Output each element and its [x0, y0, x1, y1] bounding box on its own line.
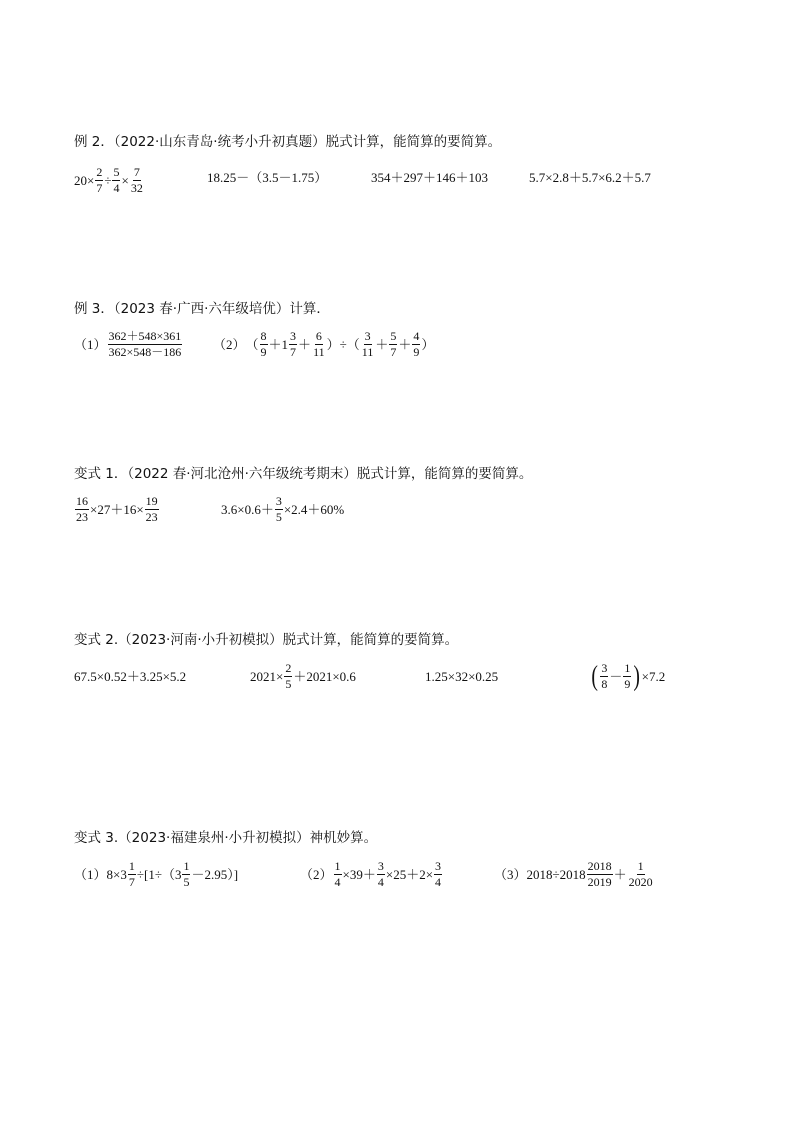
fraction: [334, 860, 342, 889]
fraction-denominator: 11: [313, 345, 325, 359]
fraction-denominator: 4: [377, 875, 384, 889]
var2-problem-3: 1.25×32×0.25: [425, 669, 499, 684]
variant-3-heading: 变式 3.（2023·福建泉州·小升初模拟）神机妙算。: [74, 830, 378, 846]
fraction-numerator: 362＋548×361: [108, 329, 182, 343]
fraction: [260, 330, 268, 359]
fraction-numerator: 19: [145, 494, 158, 508]
variant-2-heading: 变式 2.（2023·河南·小升初模拟）脱式计算，能简算的要简算。: [74, 632, 459, 648]
fraction-numerator: 1: [334, 859, 341, 873]
fraction-numerator: 1: [637, 859, 644, 873]
ex3-problem-1: （1） $\frac{362+548\times 361}{362\times 548-186}$: [74, 329, 182, 359]
fraction-numerator: 8: [260, 329, 267, 343]
fraction-numerator: 2: [96, 165, 103, 179]
fraction-numerator: 5: [390, 329, 397, 343]
fraction-denominator: 7: [290, 345, 297, 359]
var3-problem-3: （3） 2018÷2018 $\frac{2018}{2019}$ ＋ $\frac{1}{2020}$: [494, 859, 653, 889]
fraction-denominator: 4: [435, 875, 442, 889]
fraction-numerator: 3: [377, 859, 384, 873]
example-2-heading: 例 2．（2022·山东青岛·统考小升初真题）脱式计算，能简算的要简算。: [74, 134, 502, 150]
fraction: [75, 495, 89, 524]
fraction: [600, 662, 608, 691]
fraction: [587, 860, 613, 889]
fraction: [434, 860, 442, 889]
fraction-numerator: 5: [113, 165, 120, 179]
fraction-denominator: 9: [624, 677, 631, 691]
var3-problem-2: （2） $\frac{1}{4}$ ×39＋ $\frac{3}{4}$ ×25＋2× $\frac{3}{4}$: [300, 859, 442, 889]
example-3-heading: 例 3．（2023 春·广西·六年级培优）计算．: [74, 301, 330, 317]
fraction-denominator: 4: [334, 875, 341, 889]
fraction-denominator: 11: [361, 345, 374, 359]
fraction-numerator: 16: [76, 494, 88, 508]
fraction: [623, 662, 631, 691]
fraction-numerator: 2018: [587, 859, 612, 873]
fraction-numerator: 3: [435, 859, 442, 873]
fraction: [128, 860, 136, 889]
ex3-problem-2: （2） （ $\frac{8}{9}$ ＋1 $\frac{3}{7}$ ＋ $\frac{6}{11}$ ） ÷ （ $\frac{3}{11}$ ＋ $\frac{5}{7}$ ＋ $\frac{4}{9}$ ）: [213, 329, 435, 359]
fraction-denominator: 9: [260, 345, 267, 359]
ex2-problem-3: 354＋297＋146＋103: [371, 170, 489, 185]
fraction-numerator: 1: [624, 661, 631, 675]
fraction: [130, 166, 144, 195]
var2-problem-4: ( $\frac{3}{8}$ － $\frac{1}{9}$ ) ×7.2: [591, 660, 666, 692]
fraction: [182, 860, 190, 889]
fraction-numerator: 2: [285, 661, 292, 675]
fraction-denominator: 5: [183, 875, 190, 889]
fraction: [312, 330, 326, 359]
fraction-denominator: 2020: [628, 875, 653, 889]
fraction-numerator: 7: [133, 165, 140, 179]
fraction: [95, 166, 103, 195]
fraction-denominator: 4: [113, 181, 120, 195]
fraction-numerator: 3: [601, 661, 608, 675]
fraction-denominator: 23: [76, 510, 88, 524]
fraction: [145, 495, 159, 524]
ex2-problem-2: 18.25－（3.5－1.75）: [207, 170, 328, 185]
fraction-numerator: 3: [275, 494, 282, 508]
var3-problem-1: （1） 8×3 $\frac{1}{7}$ ÷[1÷（3 $\frac{1}{5}$ －2.95）]: [74, 859, 239, 889]
fraction: [275, 495, 283, 524]
fraction: [289, 330, 297, 359]
ex2-problem-1: 20× $\frac{2}{7}$ ÷ $\frac{5}{4}$ × $\frac{7}{32}$: [74, 165, 143, 195]
fraction-numerator: 1: [128, 859, 135, 873]
ex2-problem-4: 5.7×2.8＋5.7×6.2＋5.7: [529, 170, 651, 185]
fraction: [108, 330, 183, 359]
fraction-denominator: 362×548－186: [108, 345, 182, 359]
fraction-denominator: 9: [413, 345, 420, 359]
fraction-denominator: 7: [390, 345, 397, 359]
fraction: [412, 330, 420, 359]
fraction: [628, 860, 654, 889]
variant-1-heading: 变式 1．（2022 春·河北沧州·六年级统考期末）脱式计算，能简算的要简算。: [74, 466, 533, 482]
fraction-numerator: 3: [290, 329, 297, 343]
var1-problem-2: 3.6×0.6＋ $\frac{3}{5}$ ×2.4＋60%: [221, 494, 345, 524]
fraction-numerator: 4: [413, 329, 420, 343]
fraction: [112, 166, 120, 195]
fraction: [389, 330, 397, 359]
fraction-denominator: 2019: [587, 875, 612, 889]
fraction-denominator: 32: [130, 181, 143, 195]
fraction: [361, 330, 375, 359]
fraction-numerator: 3: [364, 329, 371, 343]
var2-problem-2: 2021× $\frac{2}{5}$ ＋2021×0.6: [250, 661, 356, 691]
var1-problem-1: $\frac{16}{23}$ ×27＋16× $\frac{19}{23}$: [76, 494, 158, 524]
fraction-denominator: 8: [601, 677, 608, 691]
fraction-numerator: 6: [315, 329, 322, 343]
var2-problem-1: 67.5×0.52＋3.25×5.2: [74, 669, 187, 684]
fraction-numerator: 1: [183, 859, 190, 873]
fraction-denominator: 5: [275, 510, 282, 524]
fraction-denominator: 7: [96, 181, 103, 195]
fraction-denominator: 23: [145, 510, 158, 524]
fraction-denominator: 7: [128, 875, 135, 889]
fraction-denominator: 5: [285, 677, 292, 691]
fraction: [377, 860, 385, 889]
fraction: [284, 662, 292, 691]
